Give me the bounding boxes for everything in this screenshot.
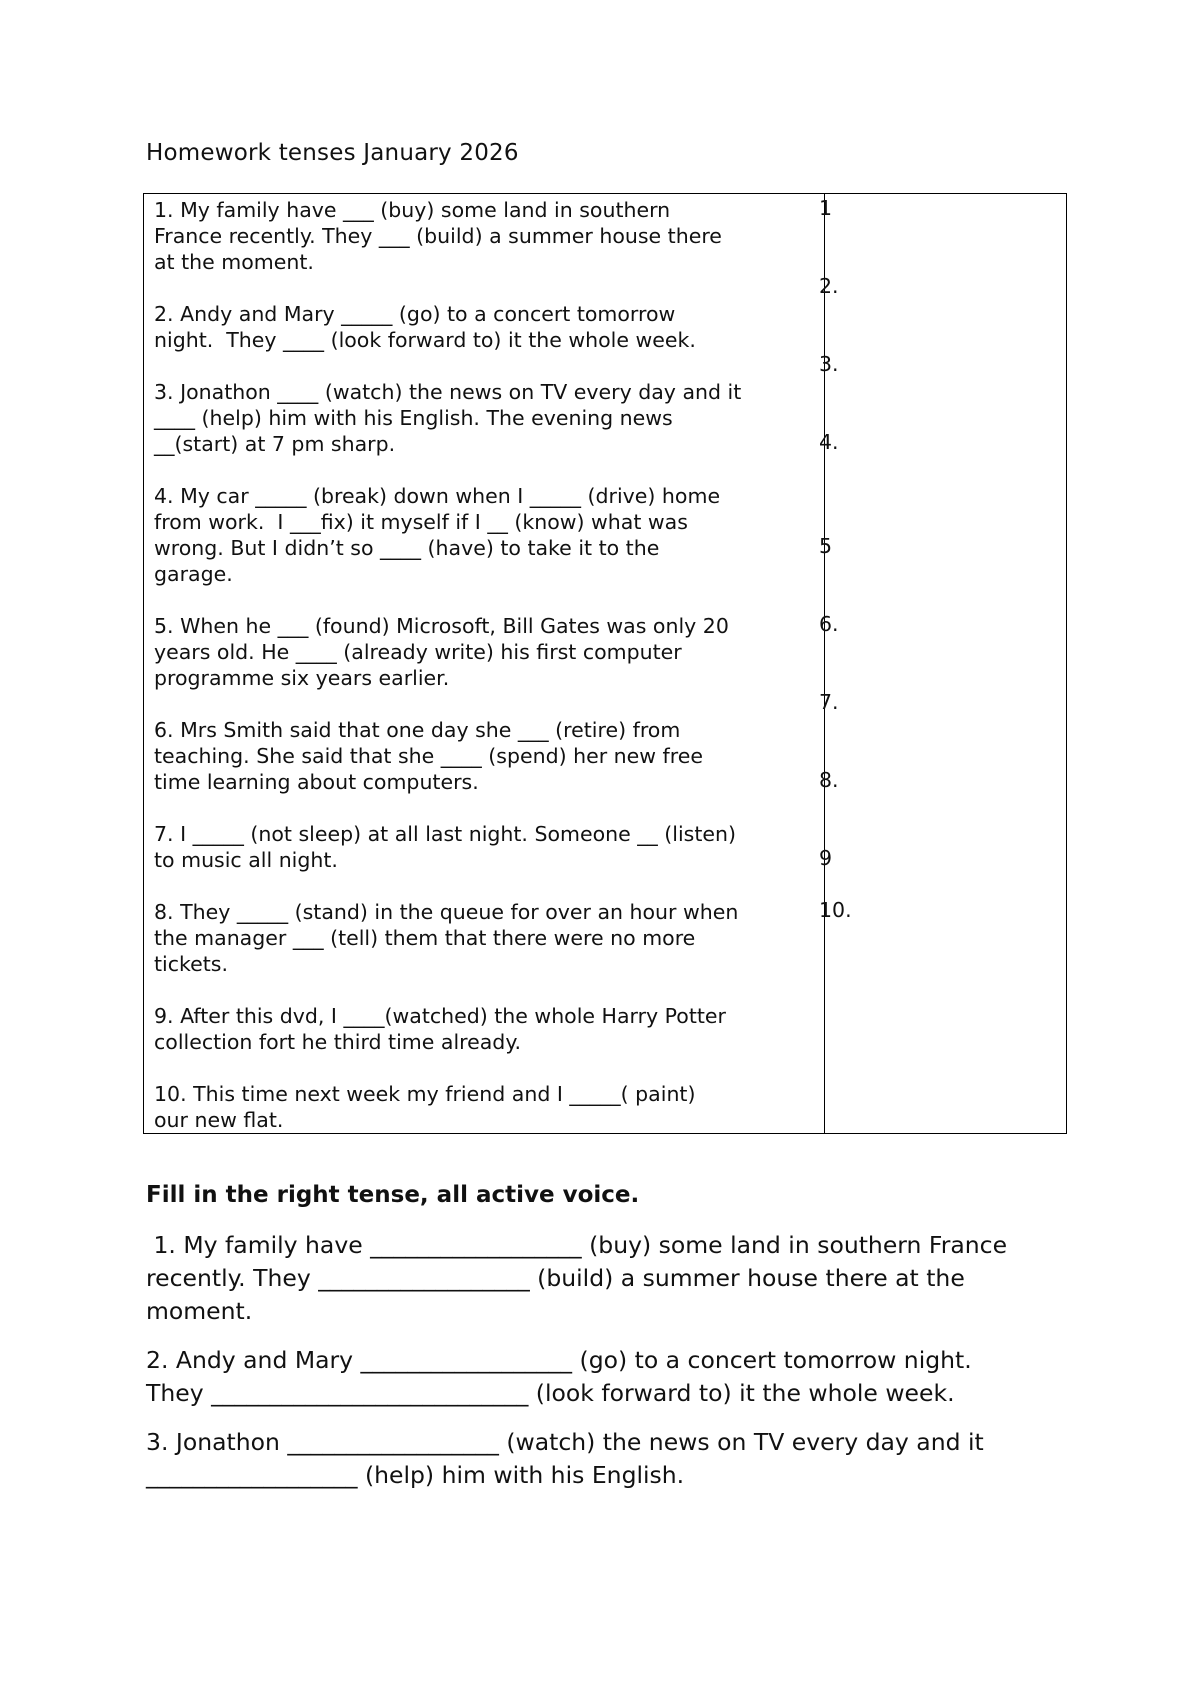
answer-label-8: 8.	[819, 768, 839, 792]
question-3: 3. Jonathon ____ (watch) the news on TV every day and it ____ (help) him with his English. The evening news __(start) at 7 pm sharp.	[154, 380, 742, 456]
answer-label-5: 5	[819, 534, 833, 558]
question-4: 4. My car _____ (break) down when I _____ (drive) home from work. I ___fix) it myself if I __ (know) what was wrong. But I didn’t so ____ (have) to take it to the garage.	[154, 484, 721, 586]
answer-label-6: 6.	[819, 612, 839, 636]
answer-label-10: 10.	[819, 898, 852, 922]
exercise-paragraph-1: 1. My family have __________________ (buy) some land in southern France recently. They __________________ (build) a summer house there at the moment.	[146, 1231, 1008, 1325]
exercise-paragraph-3: 3. Jonathon __________________ (watch) the news on TV every day and it __________________ (help) him with his English.	[146, 1428, 984, 1489]
answer-label-9: 9	[819, 846, 833, 870]
question-6: 6. Mrs Smith said that one day she ___ (retire) from teaching. She said that she ____ (spend) her new free time learning about computers.	[154, 718, 703, 794]
question-8: 8. They _____ (stand) in the queue for over an hour when the manager ___ (tell) them that there were no more tickets.	[154, 900, 739, 976]
answer-label-2: 2.	[819, 274, 839, 298]
question-5: 5. When he ___ (found) Microsoft, Bill Gates was only 20 years old. He ____ (already write) his first computer programme six years earlier.	[154, 614, 729, 690]
exercise-table	[143, 193, 1067, 1134]
question-10: 10. This time next week my friend and I _____( paint) our new flat.	[154, 1082, 696, 1132]
questions-column	[144, 194, 825, 1134]
question-2: 2. Andy and Mary _____ (go) to a concert tomorrow night. They ____ (look forward to) it the whole week.	[154, 302, 696, 352]
page-title: Homework tenses January 2026	[146, 140, 519, 166]
answer-label-3: 3.	[819, 352, 839, 376]
question-1: 1. My family have ___ (buy) some land in southern France recently. They ___ (build) a summer house there at the moment.	[154, 198, 722, 274]
answers-column	[825, 194, 1067, 1134]
answer-label-4: 4.	[819, 430, 839, 454]
question-9: 9. After this dvd, I ____(watched) the whole Harry Potter collection fort he third time already.	[154, 1004, 726, 1054]
instructions-heading: Fill in the right tense, all active voice.	[146, 1182, 640, 1208]
answer-label-1: 1	[819, 196, 833, 220]
question-7: 7. I _____ (not sleep) at all last night. Someone __ (listen) to music all night.	[154, 822, 736, 872]
answer-label-7: 7.	[819, 690, 839, 714]
exercise-paragraph-2: 2. Andy and Mary __________________ (go) to a concert tomorrow night. They ___________________________ (look forward to) it the whole week.	[146, 1346, 972, 1407]
